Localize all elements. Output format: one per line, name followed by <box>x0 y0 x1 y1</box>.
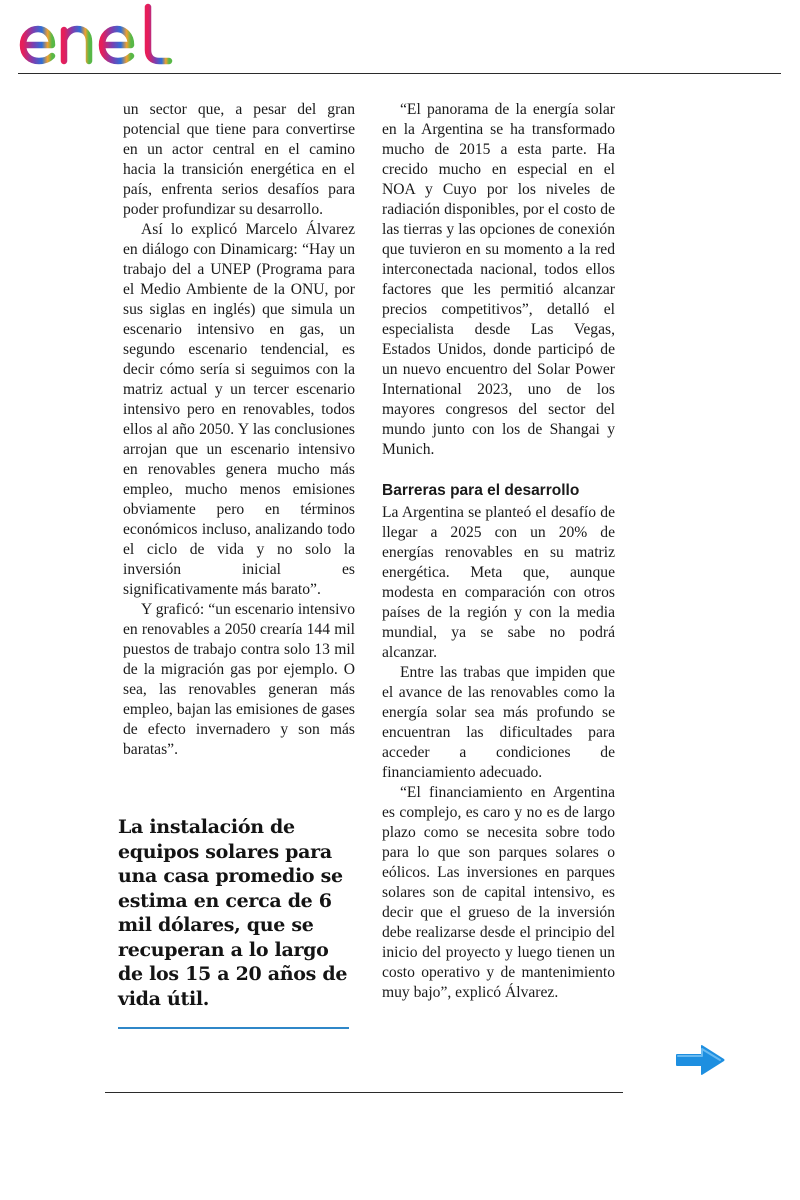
article-paragraph: “El panorama de la energía solar en la Argentina se ha transformado mucho de 2015 a esta parte. Ha crecido mucho en especial en el NOA y Cuyo por los niveles de radiación disponibles, por el costo de las tierras y las opciones de conexión que tuvieron en su momento a la red interconectada nacional, todos ellos factores que les permitió alcanzar precios competitivos”, detalló el especialista desde Las Vegas, Estados Unidos, donde participó de un nuevo encuentro del Solar Power International 2023, uno de los mayores congresos del sector del mundo junto con los de Shangai y Munich. <box>382 101 615 458</box>
article-paragraph: Así lo explicó Marcelo Álvarez en diálogo con Dinamicarg: “Hay un trabajo del a UNEP (Programa para el Medio Ambiente de la ONU, por sus siglas en inglés) que simula un escenario intensivo en gas, un segundo escenario tendencial, es decir cómo sería si seguimos con la matriz actual y un tercer escenario intensivo pero en renovables, todos ellos al año 2050. Y las conclusiones arrojan que un escenario intensivo en renovables genera mucho más empleo, mucho menos emisiones obviamente pero en términos económicos incluso, analizando todo el ciclo de vida y no solo la inversión inicial es significativamente más barato”. <box>123 221 355 598</box>
pull-quote: La instalación de equipos solares para una casa promedio se estima en cerca de 6 mil dólares, que se recuperan a lo largo de los 15 a 20 años de vida útil. <box>118 816 348 1010</box>
article-paragraph: Entre las trabas que impiden que el avance de las renovables como la energía solar sea más profundo se encuentran las dificultades para acceder a condiciones de financiamiento adecuado. <box>382 664 615 781</box>
article-column-left <box>123 100 355 760</box>
section-heading: Barreras para el desarrollo <box>382 482 580 499</box>
article-paragraph: un sector que, a pesar del gran potencial que tiene para convertirse en un actor central en el camino hacia la transición energética en el país, enfrenta serios desafíos para poder profundizar su desarrollo. <box>123 101 355 218</box>
article-paragraph: La Argentina se planteó el desafío de llegar a 2025 con un 20% de energías renovables en su matriz energética. Meta que, aunque modesta en comparación con otros países de la región y con la media mundial, ya se sabe no podrá alcanzar. <box>382 504 615 661</box>
right-arrow-icon[interactable] <box>674 1043 726 1077</box>
article-paragraph: Y graficó: “un escenario intensivo en renovables a 2050 crearía 144 mil puestos de trabajo contra solo 13 mil de la migración gas por ejemplo. O sea, las renovables generan más empleo, bajan las emisiones de gases de efecto invernadero y son más baratas”. <box>123 601 355 758</box>
article-paragraph: “El financiamiento en Argentina es complejo, es caro y no es de largo plazo como se necesita sobre todo para lo que son parques solares o eólicos. Las inversiones en parques solares son de capital intensivo, es decir que el grueso de la inversión debe realizarse desde el principio del inicio del proyecto y luego tienen un costo operativo y de mantenimiento muy bajo”, explicó Álvarez. <box>382 784 615 1001</box>
article-column-right <box>382 100 615 1003</box>
header-divider <box>18 73 781 74</box>
enel-logo <box>18 2 180 68</box>
pull-quote-underline <box>118 1027 349 1029</box>
footer-divider <box>105 1092 623 1093</box>
